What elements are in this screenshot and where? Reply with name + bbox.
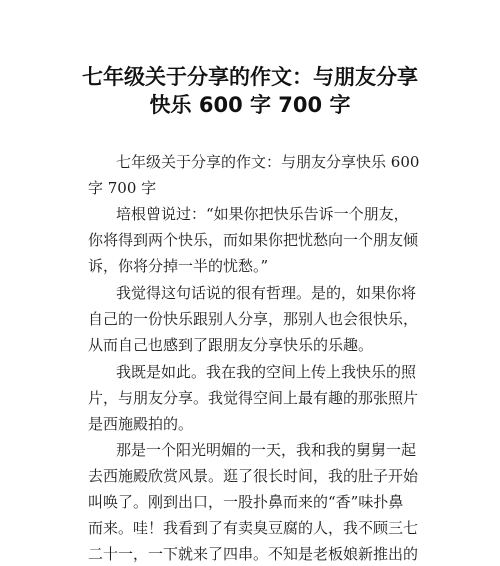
document-title-line-1: 七年级关于分享的作文：与朋友分享: [82, 65, 418, 89]
paragraph-line: 我既是如此。我在我的空间上传上我快乐的照: [116, 363, 417, 381]
paragraph-line: 去西施殿欣赏风景。逛了很长时间，我的肚子开始: [88, 467, 419, 485]
paragraph-line: 七年级关于分享的作文：与朋友分享快乐 600: [116, 153, 420, 171]
document-title-line-2: 快乐 600 字 700 字: [149, 93, 351, 117]
paragraph-line: 那是一个阳光明媚的一天，我和我的舅舅一起: [116, 441, 417, 459]
paragraph-line: 是西施殿拍的。: [88, 415, 194, 433]
paragraph-line: 字 700 字: [88, 179, 157, 197]
paragraph-line: 你将得到两个快乐，而如果你把忧愁向一个朋友倾: [88, 231, 419, 249]
paragraph-line: 自己的一份快乐跟别人分享，那别人也会很快乐，: [88, 310, 419, 328]
paragraph-line: 诉，你将分掉一半的忧愁。”: [88, 257, 269, 275]
paragraph-line: 二十一，一下就来了四串。不知是老板娘新推出的: [88, 545, 419, 563]
paragraph-line: 片，与朋友分享。我觉得空间上最有趣的那张照片: [88, 389, 419, 407]
paragraph-line: 叫唤了。刚到出口，一股扑鼻而来的“香”味扑鼻: [88, 493, 404, 511]
paragraph-line: 培根曾说过：“如果你把快乐告诉一个朋友，: [116, 205, 409, 223]
paragraph-line: 从而自己也感到了跟朋友分享快乐的乐趣。: [88, 336, 374, 354]
paragraph-line: 我觉得这句话说的很有哲理。是的，如果你将: [116, 284, 417, 302]
paragraph-line: 而来。哇！我看到了有卖臭豆腐的人，我不顾三七: [88, 519, 419, 537]
